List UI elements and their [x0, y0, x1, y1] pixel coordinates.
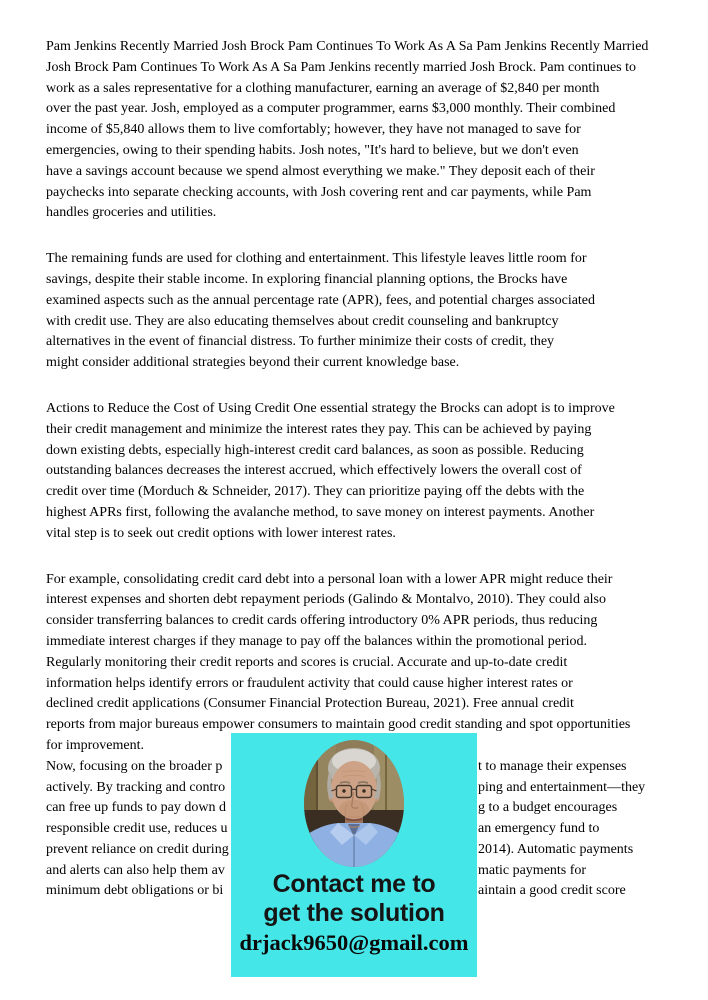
paragraph [46, 570, 678, 757]
text-fragment-left: Now, focusing on the broader p [46, 758, 223, 774]
document-paragraphs [46, 37, 678, 757]
text-line: information helps identify errors or fraudulent activity that could cause higher interest rates or [46, 675, 573, 691]
paragraph [46, 249, 678, 374]
text-line: vital step is to seek out credit options with lower interest rates. [46, 525, 396, 541]
text-line: Pam Jenkins Recently Married Josh Brock Pam Continues To Work As A Sa Pam Jenkins Recently Married [46, 39, 649, 54]
contact-heading-line2: get the solution [263, 898, 445, 927]
text-line: work as a sales representative for a clothing manufacturer, earning an average of $2,840 per month [46, 80, 600, 96]
text-line: highest APRs first, following the avalanche method, to save money on interest payments. Another [46, 504, 595, 520]
text-line: Regularly monitoring their credit reports and scores is crucial. Accurate and up-to-date credit [46, 654, 568, 670]
text-line: examined aspects such as the annual percentage rate (APR), fees, and potential charges associated [46, 292, 596, 308]
text-line: their credit management and minimize the interest rates they pay. This can be achieved by paying [46, 421, 592, 437]
text-line: immediate interest charges if they manage to pay off the balances within the promotional period. [46, 633, 588, 649]
text-line: consider transferring balances to credit cards offering introductory 0% APR periods, thus reducing [46, 613, 598, 629]
text-line: alternatives in the event of financial distress. To further minimize their costs of credit, they [46, 334, 555, 350]
portrait-photo [304, 740, 404, 867]
text-line: savings, despite their stable income. In exploring financial planning options, the Brocks have [46, 271, 568, 287]
text-fragment-right: g to a budget encourages [478, 800, 618, 816]
text-line: credit over time (Morduch & Schneider, 2017). They can prioritize paying off the debts with the [46, 484, 585, 500]
text-fragment-left: can free up funds to pay down d [46, 800, 227, 816]
text-line: Actions to Reduce the Cost of Using Credit One essential strategy the Brocks can adopt is to improve [46, 400, 615, 416]
text-line: over the past year. Josh, employed as a computer programmer, earns $3,000 monthly. Their combined [46, 101, 616, 117]
text-fragment-left: responsible credit use, reduces u [46, 821, 228, 837]
text-fragment-left: prevent reliance on credit during [46, 841, 229, 857]
text-fragment-right: matic payments for [478, 862, 587, 878]
contact-heading-line1: Contact me to [272, 870, 436, 898]
text-line: The remaining funds are used for clothing and entertainment. This lifestyle leaves little room for [46, 251, 587, 267]
text-fragment-right: t to manage their expenses [478, 758, 627, 774]
text-fragment-right: aintain a good credit score [478, 883, 626, 899]
text-fragment-left: minimum debt obligations or bi [46, 883, 224, 899]
contact-heading [263, 870, 444, 927]
text-fragment-left: actively. By tracking and contro [46, 779, 226, 795]
text-line: for improvement. [46, 737, 144, 753]
text-fragment-right: an emergency fund to [478, 821, 600, 837]
text-line: Josh Brock Pam Continues To Work As A Sa Pam Jenkins recently married Josh Brock. Pam continues to [46, 59, 637, 75]
paragraph [46, 399, 678, 545]
text-line: with credit use. They are also educating themselves about credit counseling and bankruptcy [46, 313, 559, 329]
text-line: declined credit applications (Consumer Financial Protection Bureau, 2021). Free annual credit [46, 696, 574, 712]
text-line: have a savings account because we spend almost everything we make." They deposit each of their [46, 163, 595, 179]
text-line: reports from major bureaus empower consumers to maintain good credit standing and spot opportunities [46, 717, 631, 733]
text-fragment-right: 2014). Automatic payments [478, 841, 634, 857]
text-line: outstanding balances decreases the interest accrued, which effectively lowers the overall cost of [46, 463, 582, 479]
text-fragment-left: and alerts can also help them av [46, 862, 225, 878]
text-line: For example, consolidating credit card debt into a personal loan with a lower APR might reduce their [46, 571, 613, 587]
text-fragment-right: ping and entertainment—they [478, 779, 646, 795]
text-line: interest expenses and shorten debt repayment periods (Galindo & Montalvo, 2010). They could also [46, 592, 606, 608]
contact-email: drjack9650@gmail.com [239, 930, 469, 955]
text-line: paychecks into separate checking accounts, with Josh covering rent and car payments, while Pam [46, 184, 592, 200]
text-line: income of $5,840 allows them to live comfortably; however, they have not managed to save for [46, 122, 581, 138]
text-line: handles groceries and utilities. [46, 205, 217, 221]
text-line: might consider additional strategies beyond their current knowledge base. [46, 355, 460, 371]
text-line: emergencies, owing to their spending habits. Josh notes, "It's hard to believe, but we don't even [46, 142, 579, 158]
contact-overlay [231, 733, 477, 977]
text-line: down existing debts, especially high-interest credit card balances, as soon as possible. Reducing [46, 442, 584, 458]
paragraph [46, 37, 678, 224]
